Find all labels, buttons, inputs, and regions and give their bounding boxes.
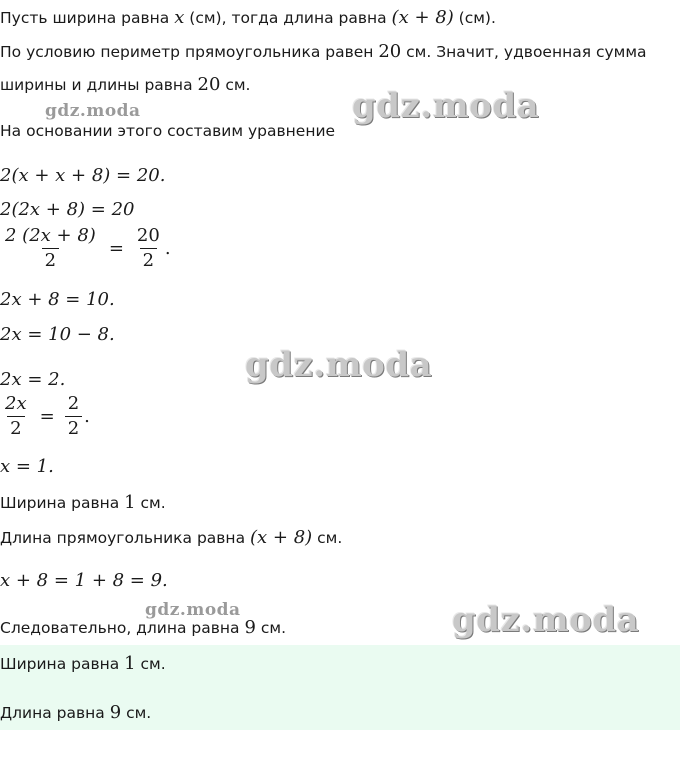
math-expr: (x + 8) xyxy=(391,7,454,28)
result-conclusion xyxy=(0,618,286,638)
text: см. xyxy=(135,494,166,512)
fraction-left xyxy=(2,226,99,271)
watermark-logo: gdz.moda xyxy=(452,600,640,640)
denominator: 2 xyxy=(7,416,24,439)
fraction-right xyxy=(134,226,163,271)
text: Длина равна xyxy=(0,704,110,722)
math-num: 20 xyxy=(197,74,221,95)
watermark-logo: gdz.moda xyxy=(245,345,433,385)
answer-block xyxy=(0,645,680,730)
text: ширины и длины равна xyxy=(0,76,198,94)
math-num: 1 xyxy=(124,653,136,674)
text: Следовательно, длина равна xyxy=(0,619,245,637)
equation-7 xyxy=(0,394,90,439)
text: см. xyxy=(220,76,251,94)
result-length-formula xyxy=(0,528,342,548)
math-expr: 2x = 2. xyxy=(0,369,66,390)
watermark-logo: gdz.moda xyxy=(352,86,540,126)
fraction-left xyxy=(2,394,30,439)
numerator: 2 xyxy=(67,393,80,414)
equation-1 xyxy=(0,165,165,187)
answer-length xyxy=(0,703,151,723)
math-expr: x + 8 = 1 + 8 = 9. xyxy=(0,570,168,591)
math-expr: 2(2x + 8) = 20 xyxy=(0,199,135,220)
equals-sign: = xyxy=(39,406,55,427)
text: см. xyxy=(312,529,343,547)
watermark-logo: gdz.moda xyxy=(45,101,141,121)
denominator: 2 xyxy=(140,248,157,271)
equation-6 xyxy=(0,369,65,391)
period: . xyxy=(164,238,171,259)
numerator: 2x xyxy=(5,393,27,414)
equation-8 xyxy=(0,456,54,478)
intro-line-4: На основании этого составим уравнение xyxy=(0,122,336,140)
denominator: 2 xyxy=(42,248,59,271)
math-num: 1 xyxy=(124,492,136,513)
intro-line-2 xyxy=(0,42,647,62)
numerator: 20 xyxy=(136,225,160,246)
result-calc xyxy=(0,570,168,592)
equation-3 xyxy=(0,226,171,271)
text: см. Значит, удвоенная сумма xyxy=(401,43,647,61)
math-expr: 2x = 10 − 8. xyxy=(0,324,115,345)
text: Длина прямоугольника равна xyxy=(0,529,250,547)
math-expr: (x + 8) xyxy=(250,527,313,548)
text: см. xyxy=(255,619,286,637)
watermark-logo: gdz.moda xyxy=(145,600,241,620)
intro-line-3 xyxy=(0,75,250,95)
math-num: 9 xyxy=(109,702,122,723)
result-width xyxy=(0,493,166,513)
denominator: 2 xyxy=(65,416,82,439)
text: (см). xyxy=(453,9,496,27)
fraction-right xyxy=(65,394,82,439)
text: Ширина равна xyxy=(0,494,125,512)
equation-4 xyxy=(0,289,115,311)
text: (см), тогда длина равна xyxy=(184,9,392,27)
answer-width xyxy=(0,654,166,674)
text: см. xyxy=(121,704,152,722)
text: По условию периметр прямоугольника равен xyxy=(0,43,379,61)
intro-line-1 xyxy=(0,8,496,28)
math-expr: x = 1. xyxy=(0,456,54,477)
equals-sign: = xyxy=(108,238,124,259)
math-num: 9 xyxy=(244,617,256,638)
equation-2 xyxy=(0,199,135,221)
period: . xyxy=(84,406,90,427)
math-num: 20 xyxy=(378,41,402,62)
equation-5 xyxy=(0,324,115,346)
math-var: x xyxy=(174,7,185,28)
numerator: 2 (2x + 8) xyxy=(5,225,96,246)
text: Пусть ширина равна xyxy=(0,9,175,27)
math-expr: 2(x + x + 8) = 20. xyxy=(0,165,166,186)
text: см. xyxy=(135,655,166,673)
math-expr: 2x + 8 = 10. xyxy=(0,289,115,310)
text: Ширина равна xyxy=(0,655,125,673)
